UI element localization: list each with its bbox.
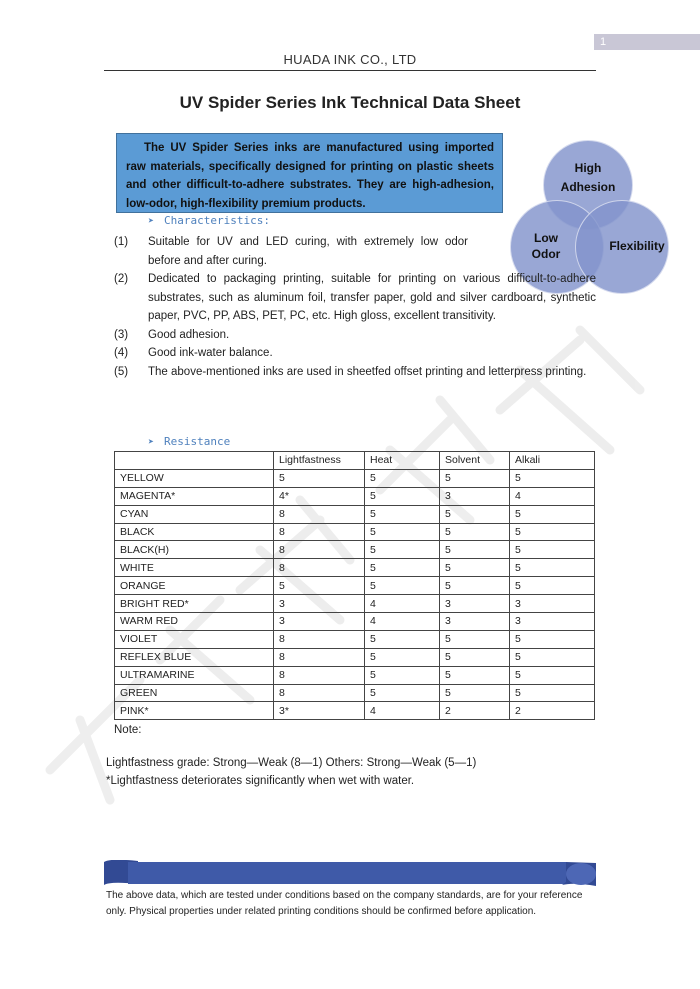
table-row xyxy=(115,666,595,684)
note-lightfastness-grade: Lightfastness grade: Strong—Weak (8—1) Others: Strong—Weak (5—1) xyxy=(106,757,477,769)
table-row xyxy=(115,541,595,559)
venn-label-odor-line1: Low xyxy=(534,231,558,245)
rating-cell: 5 xyxy=(440,505,510,523)
list-item-text: Dedicated to packaging printing, suitable for printing on various difficult-to-adhere substrates, such as aluminum foil, transfer paper, gold and silver cardboard, synthetic paper, PVC, PP, ABS, PET, PC, etc. High gloss, excellent transitivity. xyxy=(148,273,596,322)
resistance-table xyxy=(114,451,595,740)
rating-cell: 5 xyxy=(440,648,510,666)
rating-cell: 4 xyxy=(365,613,440,631)
rating-cell: 5 xyxy=(510,541,595,559)
list-item-text: Good adhesion. xyxy=(148,328,230,341)
rating-cell: 5 xyxy=(510,523,595,541)
ink-color-cell: BLACK xyxy=(115,523,274,541)
rating-cell: 5 xyxy=(440,541,510,559)
ink-color-cell: BLACK(H) xyxy=(115,541,274,559)
rating-cell: 5 xyxy=(440,523,510,541)
table-row xyxy=(115,595,595,613)
rating-cell: 5 xyxy=(510,505,595,523)
list-item xyxy=(114,233,596,270)
arrow-bullet-icon: ➤ xyxy=(148,216,155,227)
rating-cell: 8 xyxy=(274,666,365,684)
rating-cell: 3 xyxy=(440,487,510,505)
rating-cell: 5 xyxy=(510,684,595,702)
page-title: UV Spider Series Ink Technical Data Sheet xyxy=(179,93,521,112)
ink-color-cell: VIOLET xyxy=(115,630,274,648)
table-header-cell: Lightfastness xyxy=(274,452,365,470)
table-row xyxy=(115,469,595,487)
rating-cell: 2 xyxy=(440,702,510,720)
rating-cell: 3 xyxy=(274,613,365,631)
rating-cell: 5 xyxy=(510,666,595,684)
characteristics-list xyxy=(114,233,596,381)
rating-cell: 3 xyxy=(440,613,510,631)
ink-color-cell: MAGENTA* xyxy=(115,487,274,505)
rating-cell: 3 xyxy=(510,613,595,631)
note-label: Note: xyxy=(114,724,142,737)
list-item xyxy=(114,270,596,326)
table-header-row xyxy=(115,452,595,470)
table-header-cell: Alkali xyxy=(510,452,595,470)
table-row xyxy=(115,505,595,523)
table-row xyxy=(115,577,595,595)
ink-color-cell: ULTRAMARINE xyxy=(115,666,274,684)
table-row xyxy=(115,648,595,666)
venn-label-adhesion-line2: Adhesion xyxy=(560,180,616,194)
rating-cell: 8 xyxy=(274,684,365,702)
table-row xyxy=(115,684,595,702)
rating-cell: 5 xyxy=(365,666,440,684)
rating-cell: 5 xyxy=(365,505,440,523)
table-row xyxy=(115,613,595,631)
rating-cell: 5 xyxy=(440,666,510,684)
characteristics-heading xyxy=(148,214,270,227)
rating-cell: 5 xyxy=(440,577,510,595)
table-header-cell xyxy=(115,452,274,470)
rating-cell: 3 xyxy=(510,595,595,613)
rating-cell: 5 xyxy=(440,630,510,648)
footer-disclaimer: The above data, which are tested under conditions based on the company standards, are for your reference only. Physical properties under related printing conditions should be confirmed before application. xyxy=(106,890,583,917)
list-item-number: (4) xyxy=(114,347,129,359)
rating-cell: 8 xyxy=(274,648,365,666)
resistance-heading xyxy=(148,435,230,448)
resistance-heading-text: Resistance xyxy=(164,435,231,448)
table-header-cell: Solvent xyxy=(440,452,510,470)
intro-box: The UV Spider Series inks are manufactured using imported raw materials, specifically designed for printing on plastic sheets and other difficult-to-adhere substrates. They are high-adhesion, low-odor, high-flexibility premium products. xyxy=(116,133,503,213)
rating-cell: 5 xyxy=(440,559,510,577)
venn-label-adhesion-line1: High xyxy=(574,161,602,175)
ink-color-cell: CYAN xyxy=(115,505,274,523)
list-item-number: (3) xyxy=(114,328,129,341)
rating-cell: 5 xyxy=(274,469,365,487)
rating-cell: 3* xyxy=(274,702,365,720)
rating-cell: 3 xyxy=(274,595,365,613)
ink-color-cell: YELLOW xyxy=(115,469,274,487)
table-header-cell: Heat xyxy=(365,452,440,470)
list-item-text: Suitable for UV and LED curing, with extremely low odor before and after curing. xyxy=(148,236,468,267)
characteristics-heading-text: Characteristics: xyxy=(164,214,270,227)
table-row xyxy=(115,523,595,541)
list-item-text: The above-mentioned inks are used in sheetfed offset printing and letterpress printing. xyxy=(148,365,587,378)
rating-cell: 5 xyxy=(440,684,510,702)
rating-cell: 5 xyxy=(274,577,365,595)
rating-cell: 4 xyxy=(365,702,440,720)
header-divider xyxy=(104,70,596,71)
table-row xyxy=(115,559,595,577)
rating-cell: 5 xyxy=(510,577,595,595)
rating-cell: 5 xyxy=(365,648,440,666)
rating-cell: 4* xyxy=(274,487,365,505)
venn-label-flexibility: Flexibility xyxy=(609,239,665,253)
list-item xyxy=(114,344,596,363)
table-row xyxy=(115,702,595,720)
note-wet-warning: *Lightfastness deteriorates significantly when wet with water. xyxy=(106,775,415,787)
table-row xyxy=(115,487,595,505)
footer-banner xyxy=(104,860,596,886)
rating-cell: 5 xyxy=(365,469,440,487)
ink-color-cell: GREEN xyxy=(115,684,274,702)
list-item-number: (1) xyxy=(114,236,129,248)
company-header: HUADA INK CO., LTD xyxy=(283,52,417,67)
list-item-text: Good ink-water balance. xyxy=(148,347,273,359)
rating-cell: 8 xyxy=(274,505,365,523)
arrow-bullet-icon: ➤ xyxy=(148,437,155,448)
rating-cell: 5 xyxy=(510,648,595,666)
rating-cell: 5 xyxy=(510,469,595,487)
ink-color-cell: BRIGHT RED* xyxy=(115,595,274,613)
rating-cell: 5 xyxy=(365,523,440,541)
rating-cell: 5 xyxy=(365,487,440,505)
rating-cell: 5 xyxy=(365,559,440,577)
rating-cell: 5 xyxy=(510,559,595,577)
ink-color-cell: PINK* xyxy=(115,702,274,720)
rating-cell: 5 xyxy=(365,684,440,702)
rating-cell: 2 xyxy=(510,702,595,720)
list-item xyxy=(114,326,596,345)
rating-cell: 8 xyxy=(274,559,365,577)
page-number: 1 xyxy=(594,34,700,50)
list-item-number: (2) xyxy=(114,273,129,285)
list-item-number: (5) xyxy=(114,365,129,378)
table-row xyxy=(115,630,595,648)
rating-cell: 4 xyxy=(365,595,440,613)
rating-cell: 3 xyxy=(440,595,510,613)
ink-color-cell: REFLEX BLUE xyxy=(115,648,274,666)
rating-cell: 5 xyxy=(365,541,440,559)
rating-cell: 5 xyxy=(365,577,440,595)
rating-cell: 8 xyxy=(274,630,365,648)
ink-color-cell: ORANGE xyxy=(115,577,274,595)
rating-cell: 5 xyxy=(365,630,440,648)
rating-cell: 4 xyxy=(510,487,595,505)
venn-label-adhesion xyxy=(555,159,621,197)
list-item xyxy=(114,363,596,382)
rating-cell: 5 xyxy=(510,630,595,648)
rating-cell: 8 xyxy=(274,523,365,541)
rating-cell: 5 xyxy=(440,469,510,487)
venn-label-odor-line2: Odor xyxy=(531,247,561,261)
ink-color-cell: WARM RED xyxy=(115,613,274,631)
ink-color-cell: WHITE xyxy=(115,559,274,577)
rating-cell: 8 xyxy=(274,541,365,559)
